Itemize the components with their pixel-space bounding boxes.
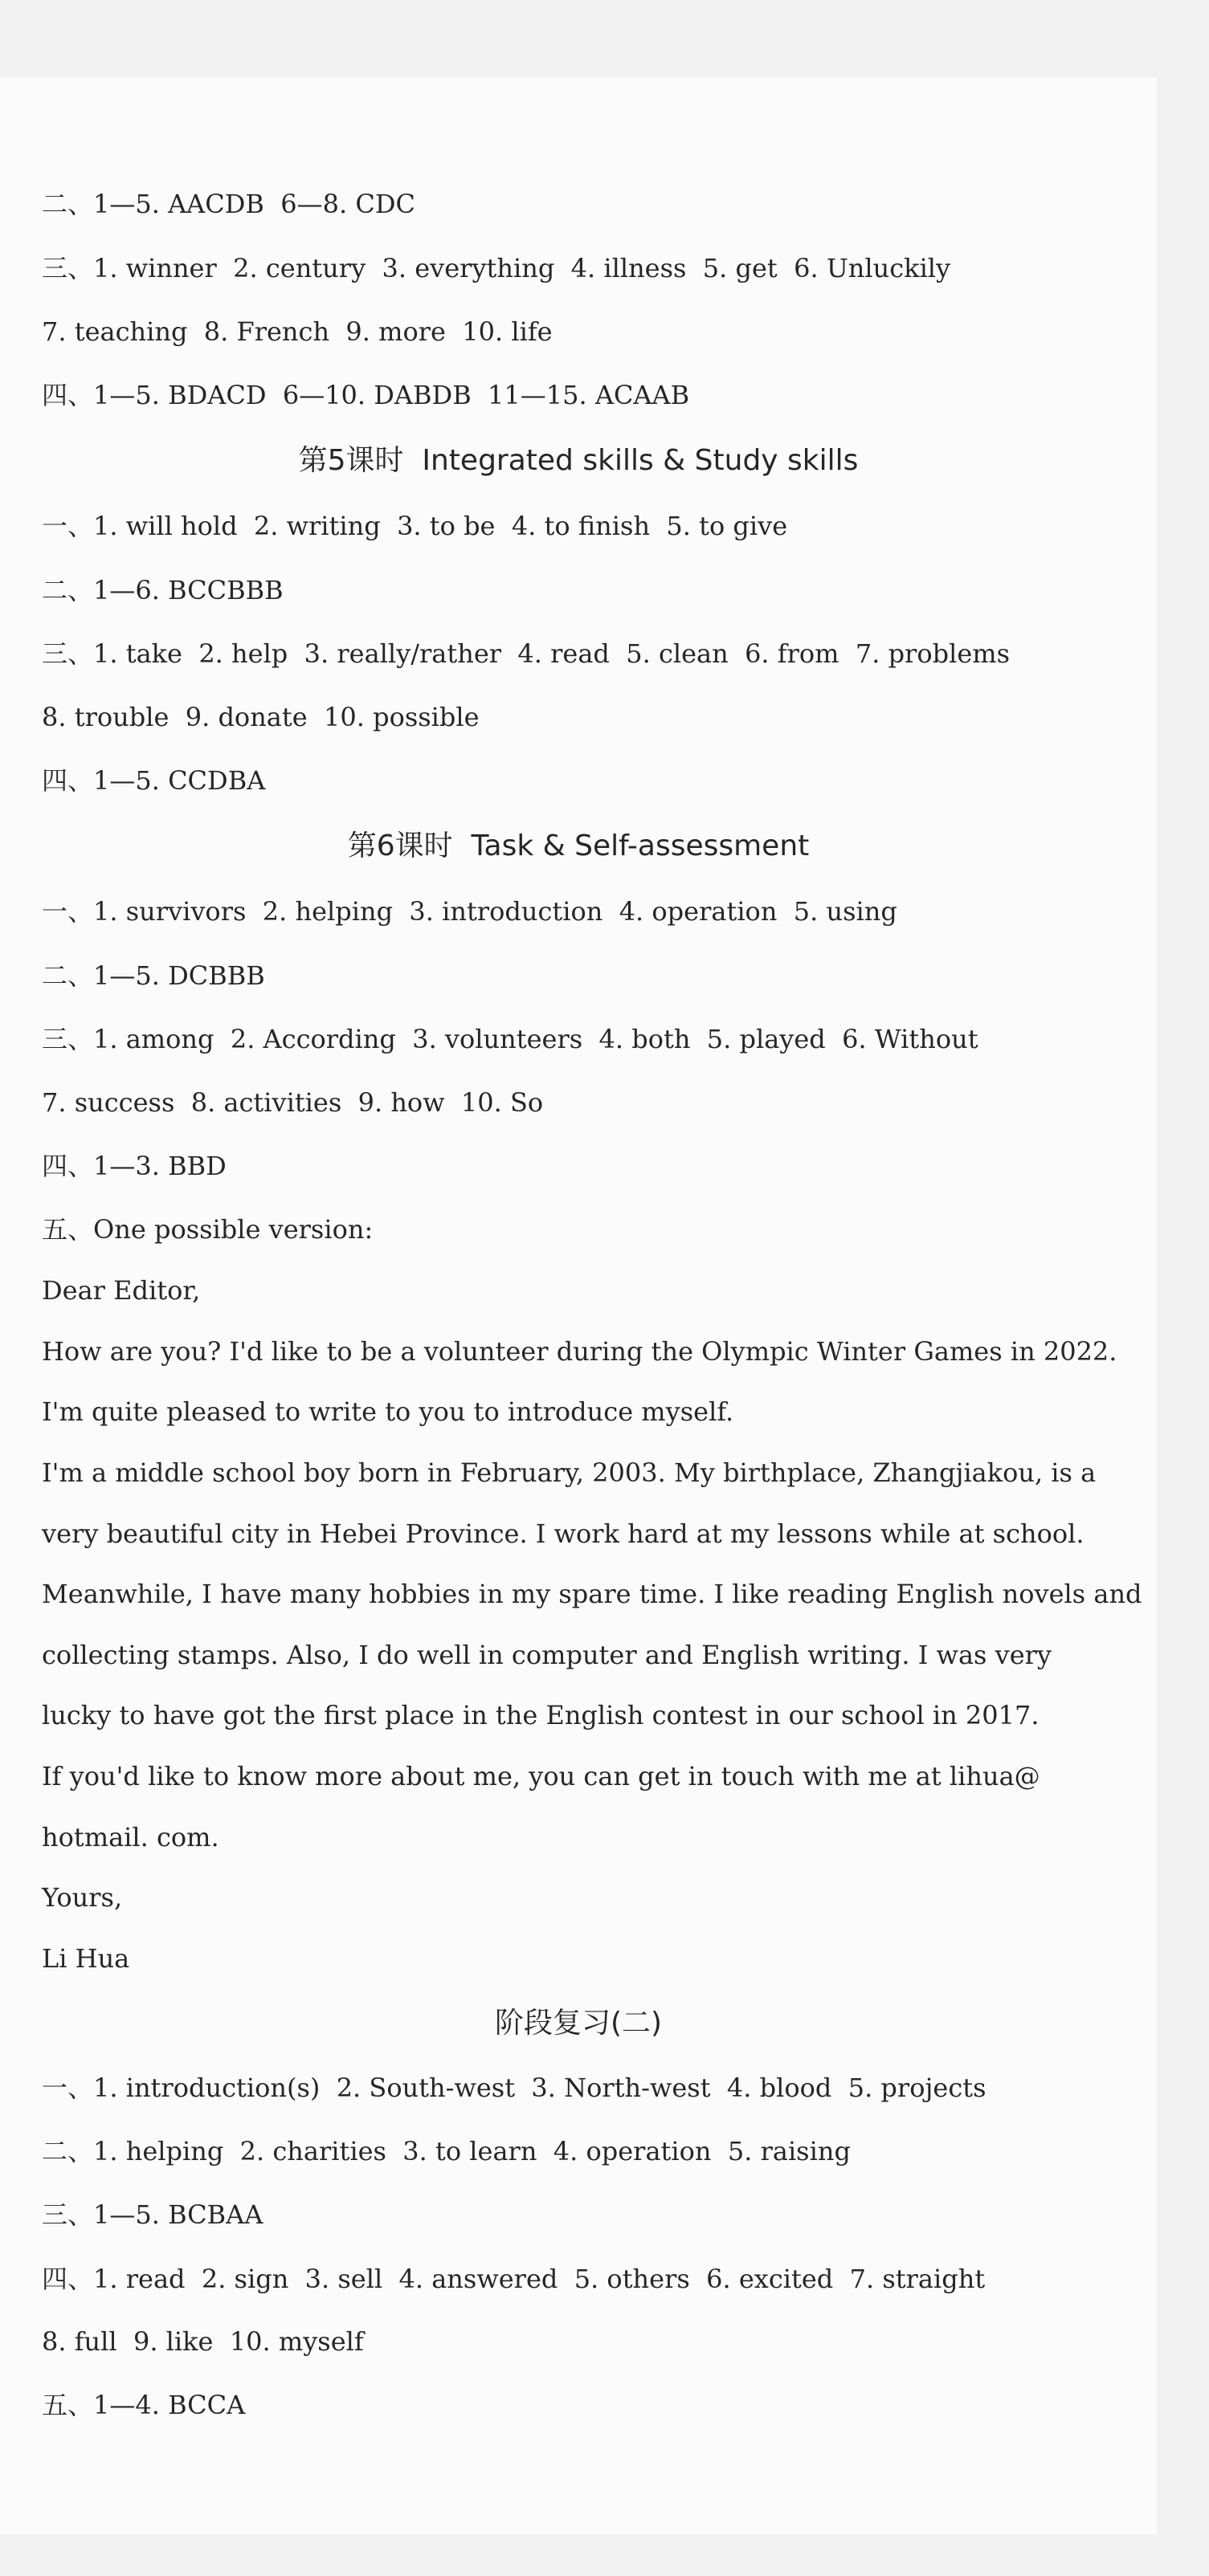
section-heading: 第6课时 Task & Self-assessment (347, 829, 810, 862)
answer-line: 一、1. introduction(s) 2. South-west 3. North-west 4. blood 5. projects (42, 2073, 986, 2103)
answer-line: 三、1. take 2. help 3. really/rather 4. read 5. clean 6. from 7. problems (42, 638, 1011, 669)
answer-line: 三、1. among 2. According 3. volunteers 4. both 5. played 6. Without (42, 1024, 978, 1054)
letter-line: Yours, (42, 1882, 123, 1913)
answer-line: 五、One possible version: (42, 1214, 374, 1245)
letter-line: very beautiful city in Hebei Province. I work hard at my lessons while at school. (42, 1518, 1084, 1549)
answer-line: 四、1. read 2. sign 3. sell 4. answered 5. others 6. excited 7. straight (42, 2264, 986, 2294)
letter-line: hotmail. com. (42, 1822, 219, 1853)
answer-line: 三、1. winner 2. century 3. everything 4. illness 5. get 6. Unluckily (42, 253, 951, 283)
letter-line: How are you? I'd like to be a volunteer during the Olympic Winter Games in 2022. (42, 1336, 1117, 1367)
section-heading: 第5课时 Integrated skills & Study skills (298, 444, 859, 477)
section-heading: 阶段复习(二) (494, 2007, 663, 2040)
letter-line: Meanwhile, I have many hobbies in my spare time. I like reading English novels and (42, 1579, 1142, 1609)
answer-line: 四、1—5. CCDBA (42, 765, 266, 796)
letter-line: If you'd like to know more about me, you can get in touch with me at lihua@ (42, 1761, 1040, 1791)
answer-line: 三、1—5. BCBAA (42, 2199, 263, 2230)
answer-line: 7. teaching 8. French 9. more 10. life (42, 316, 553, 347)
answer-page (0, 77, 1157, 2534)
answer-line: 二、1—5. AACDB 6—8. CDC (42, 189, 415, 219)
letter-line: lucky to have got the first place in the English contest in our school in 2017. (42, 1700, 1039, 1730)
letter-line: I'm quite pleased to write to you to introduce myself. (42, 1396, 734, 1427)
answer-line: 五、1—4. BCCA (42, 2390, 246, 2420)
answer-line: 二、1. helping 2. charities 3. to learn 4. operation 5. raising (42, 2136, 851, 2166)
letter-line: Dear Editor, (42, 1275, 201, 1306)
answer-line: 二、1—5. DCBBB (42, 960, 265, 991)
answer-line: 8. trouble 9. donate 10. possible (42, 702, 480, 732)
answer-line: 四、1—5. BDACD 6—10. DABDB 11—15. ACAAB (42, 380, 690, 410)
letter-line: Li Hua (42, 1943, 130, 1974)
answer-line: 二、1—6. BCCBBB (42, 575, 284, 605)
answer-line: 四、1—3. BBD (42, 1151, 227, 1181)
answer-line: 一、1. survivors 2. helping 3. introduction 4. operation 5. using (42, 896, 897, 927)
answer-line: 一、1. will hold 2. writing 3. to be 4. to finish 5. to give (42, 511, 788, 541)
letter-line: I'm a middle school boy born in February, 2003. My birthplace, Zhangjiakou, is a (42, 1457, 1097, 1488)
answer-line: 7. success 8. activities 9. how 10. So (42, 1087, 544, 1118)
letter-line: collecting stamps. Also, I do well in computer and English writing. I was very (42, 1640, 1052, 1670)
answer-line: 8. full 9. like 10. myself (42, 2326, 364, 2357)
